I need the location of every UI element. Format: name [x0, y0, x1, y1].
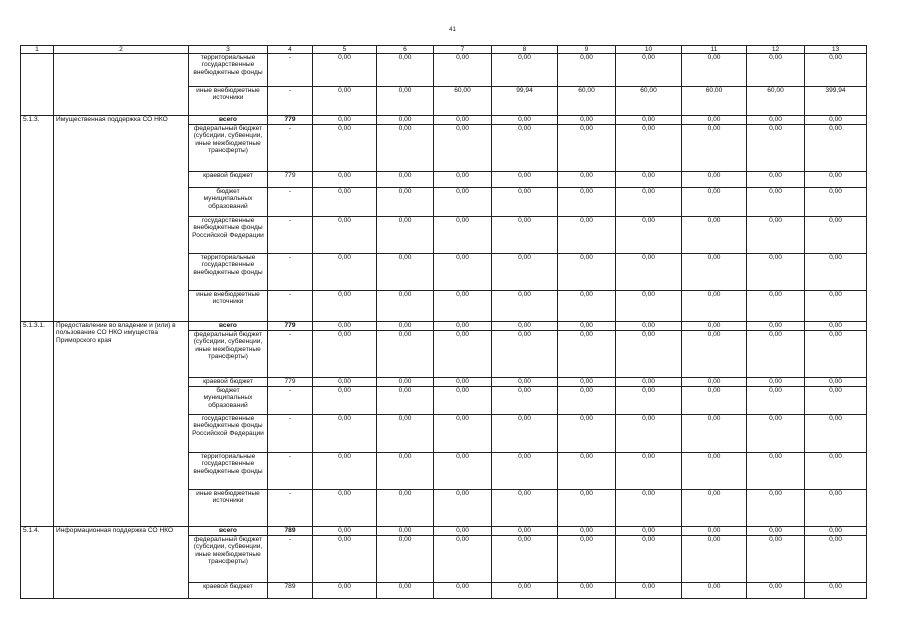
amount-cell: 0,00 [616, 453, 682, 490]
amount-cell: 0,00 [747, 254, 805, 291]
column-header: 11 [682, 46, 747, 54]
amount-cell: 0,00 [434, 387, 492, 415]
funding-source: федеральный бюджет (субсидии, субвенции, иные межбюджетные трансферты) [189, 125, 268, 172]
item-number: 5.1.3. [21, 116, 54, 322]
column-header: 3 [189, 46, 268, 54]
amount-cell: 0,00 [616, 125, 682, 172]
amount-cell: 0,00 [558, 453, 616, 490]
budget-code: 789 [268, 583, 313, 599]
funding-source: территориальные государственные внебюджетные фонды [189, 453, 268, 490]
item-number [21, 54, 54, 116]
funding-source: всего [189, 116, 268, 125]
funding-source: территориальные государственные внебюджетные фонды [189, 54, 268, 87]
amount-cell: 0,00 [682, 125, 747, 172]
amount-cell: 0,00 [805, 415, 867, 453]
amount-cell: 0,00 [558, 291, 616, 322]
amount-cell: 0,00 [377, 583, 434, 599]
amount-cell: 0,00 [377, 415, 434, 453]
amount-cell: 0,00 [682, 536, 747, 583]
funding-source: федеральный бюджет (субсидии, субвенции, иные межбюджетные трансферты) [189, 331, 268, 378]
amount-cell: 0,00 [377, 536, 434, 583]
funding-source: территориальные государственные внебюджетные фонды [189, 254, 268, 291]
amount-cell: 60,00 [558, 87, 616, 116]
column-header: 9 [558, 46, 616, 54]
amount-cell: 0,00 [558, 415, 616, 453]
amount-cell: 0,00 [616, 490, 682, 527]
column-header: 5 [313, 46, 377, 54]
amount-cell: 0,00 [313, 54, 377, 87]
amount-cell: 0,00 [434, 116, 492, 125]
amount-cell: 60,00 [747, 87, 805, 116]
amount-cell: 0,00 [805, 172, 867, 188]
amount-cell: 0,00 [313, 378, 377, 387]
amount-cell: 0,00 [313, 387, 377, 415]
amount-cell: 0,00 [313, 125, 377, 172]
amount-cell: 0,00 [616, 291, 682, 322]
amount-cell: 0,00 [377, 87, 434, 116]
amount-cell: 60,00 [434, 87, 492, 116]
amount-cell: 0,00 [747, 291, 805, 322]
amount-cell: 0,00 [434, 490, 492, 527]
amount-cell: 0,00 [558, 331, 616, 378]
amount-cell: 0,00 [747, 490, 805, 527]
funding-source: бюджет муниципальных образований [189, 387, 268, 415]
amount-cell: 0,00 [313, 291, 377, 322]
amount-cell: 0,00 [616, 172, 682, 188]
amount-cell: 0,00 [682, 583, 747, 599]
amount-cell: 0,00 [805, 54, 867, 87]
amount-cell: 0,00 [434, 322, 492, 331]
amount-cell: 0,00 [492, 378, 558, 387]
amount-cell: 0,00 [558, 125, 616, 172]
amount-cell: 0,00 [377, 217, 434, 254]
table-row [21, 527, 867, 536]
amount-cell: 0,00 [616, 116, 682, 125]
amount-cell: 0,00 [805, 583, 867, 599]
amount-cell: 0,00 [747, 583, 805, 599]
amount-cell: 0,00 [377, 322, 434, 331]
amount-cell: 0,00 [492, 291, 558, 322]
amount-cell: 0,00 [558, 536, 616, 583]
amount-cell: 0,00 [682, 172, 747, 188]
amount-cell: 0,00 [616, 378, 682, 387]
table-row [21, 322, 867, 331]
budget-code: 779 [268, 378, 313, 387]
amount-cell: 0,00 [434, 217, 492, 254]
funding-source: краевой бюджет [189, 378, 268, 387]
amount-cell: 0,00 [682, 331, 747, 378]
amount-cell: 0,00 [377, 387, 434, 415]
item-name: Предоставление во владение и (или) в пользование СО НКО имущества Приморского края [54, 322, 189, 527]
column-header: 2 [54, 46, 189, 54]
amount-cell: 0,00 [434, 527, 492, 536]
amount-cell: 0,00 [747, 116, 805, 125]
amount-cell: 0,00 [805, 217, 867, 254]
amount-cell: 0,00 [492, 54, 558, 87]
amount-cell: 0,00 [313, 527, 377, 536]
funding-source: бюджет муниципальных образований [189, 188, 268, 217]
amount-cell: 0,00 [377, 331, 434, 378]
amount-cell: 0,00 [377, 453, 434, 490]
column-header: 1 [21, 46, 54, 54]
amount-cell: 0,00 [313, 87, 377, 116]
column-header: 13 [805, 46, 867, 54]
funding-source: государственные внебюджетные фонды Российской Федерации [189, 217, 268, 254]
budget-code: 779 [268, 116, 313, 125]
amount-cell: 0,00 [682, 188, 747, 217]
budget-code: - [268, 125, 313, 172]
amount-cell: 0,00 [434, 453, 492, 490]
amount-cell: 0,00 [313, 583, 377, 599]
column-header: 6 [377, 46, 434, 54]
budget-code: - [268, 490, 313, 527]
column-header: 12 [747, 46, 805, 54]
amount-cell: 0,00 [377, 116, 434, 125]
item-number: 5.1.3.1. [21, 322, 54, 527]
amount-cell: 0,00 [682, 453, 747, 490]
amount-cell: 0,00 [313, 490, 377, 527]
amount-cell: 0,00 [377, 527, 434, 536]
amount-cell: 0,00 [492, 172, 558, 188]
budget-code: 789 [268, 527, 313, 536]
amount-cell: 0,00 [313, 116, 377, 125]
item-name: Информационная поддержка СО НКО [54, 527, 189, 599]
funding-source: всего [189, 322, 268, 331]
amount-cell: 0,00 [805, 254, 867, 291]
amount-cell: 0,00 [313, 322, 377, 331]
amount-cell: 0,00 [434, 378, 492, 387]
amount-cell: 0,00 [805, 453, 867, 490]
amount-cell: 0,00 [558, 490, 616, 527]
amount-cell: 0,00 [377, 125, 434, 172]
amount-cell: 0,00 [434, 415, 492, 453]
amount-cell: 0,00 [682, 217, 747, 254]
amount-cell: 0,00 [558, 172, 616, 188]
amount-cell: 0,00 [313, 172, 377, 188]
amount-cell: 0,00 [313, 217, 377, 254]
amount-cell: 0,00 [805, 378, 867, 387]
amount-cell: 399,94 [805, 87, 867, 116]
amount-cell: 0,00 [492, 125, 558, 172]
amount-cell: 0,00 [313, 188, 377, 217]
amount-cell: 0,00 [616, 188, 682, 217]
column-header: 8 [492, 46, 558, 54]
amount-cell: 0,00 [747, 536, 805, 583]
column-header: 7 [434, 46, 492, 54]
amount-cell: 0,00 [377, 378, 434, 387]
amount-cell: 0,00 [805, 527, 867, 536]
amount-cell: 0,00 [492, 536, 558, 583]
column-header: 10 [616, 46, 682, 54]
amount-cell: 0,00 [558, 254, 616, 291]
amount-cell: 0,00 [805, 188, 867, 217]
budget-table [20, 45, 867, 599]
budget-code: - [268, 331, 313, 378]
amount-cell: 0,00 [377, 254, 434, 291]
amount-cell: 0,00 [747, 172, 805, 188]
amount-cell: 0,00 [558, 322, 616, 331]
amount-cell: 0,00 [805, 536, 867, 583]
amount-cell: 0,00 [682, 322, 747, 331]
amount-cell: 0,00 [682, 378, 747, 387]
amount-cell: 0,00 [377, 490, 434, 527]
amount-cell: 0,00 [616, 527, 682, 536]
amount-cell: 0,00 [492, 583, 558, 599]
amount-cell: 0,00 [377, 291, 434, 322]
budget-code: - [268, 536, 313, 583]
amount-cell: 0,00 [492, 331, 558, 378]
amount-cell: 0,00 [747, 322, 805, 331]
amount-cell: 0,00 [558, 387, 616, 415]
funding-source: иные внебюджетные источники [189, 490, 268, 527]
amount-cell: 0,00 [616, 415, 682, 453]
amount-cell: 0,00 [434, 536, 492, 583]
amount-cell: 0,00 [313, 453, 377, 490]
amount-cell: 0,00 [616, 387, 682, 415]
amount-cell: 0,00 [434, 172, 492, 188]
amount-cell: 0,00 [616, 322, 682, 331]
item-number: 5.1.4. [21, 527, 54, 599]
amount-cell: 0,00 [747, 453, 805, 490]
amount-cell: 0,00 [805, 291, 867, 322]
budget-code: - [268, 453, 313, 490]
table-row [21, 54, 867, 87]
budget-code: - [268, 291, 313, 322]
item-name [54, 54, 189, 116]
amount-cell: 0,00 [313, 415, 377, 453]
page-number: 41 [449, 27, 456, 33]
budget-code: - [268, 217, 313, 254]
header-row [21, 46, 867, 54]
amount-cell: 0,00 [805, 387, 867, 415]
amount-cell: 0,00 [616, 217, 682, 254]
amount-cell: 0,00 [492, 116, 558, 125]
funding-source: иные внебюджетные источники [189, 87, 268, 116]
amount-cell: 0,00 [434, 331, 492, 378]
amount-cell: 0,00 [616, 254, 682, 291]
amount-cell: 0,00 [492, 217, 558, 254]
amount-cell: 0,00 [747, 415, 805, 453]
amount-cell: 0,00 [616, 331, 682, 378]
amount-cell: 0,00 [558, 527, 616, 536]
funding-source: федеральный бюджет (субсидии, субвенции, иные межбюджетные трансферты) [189, 536, 268, 583]
amount-cell: 0,00 [805, 490, 867, 527]
table-row [21, 116, 867, 125]
amount-cell: 0,00 [377, 172, 434, 188]
funding-source: краевой бюджет [189, 583, 268, 599]
amount-cell: 0,00 [558, 54, 616, 87]
amount-cell: 0,00 [377, 54, 434, 87]
amount-cell: 0,00 [682, 415, 747, 453]
amount-cell: 0,00 [805, 331, 867, 378]
amount-cell: 0,00 [747, 527, 805, 536]
amount-cell: 0,00 [682, 490, 747, 527]
amount-cell: 0,00 [558, 116, 616, 125]
amount-cell: 60,00 [616, 87, 682, 116]
amount-cell: 0,00 [558, 188, 616, 217]
amount-cell: 0,00 [492, 490, 558, 527]
amount-cell: 0,00 [616, 583, 682, 599]
amount-cell: 0,00 [682, 116, 747, 125]
amount-cell: 99,94 [492, 87, 558, 116]
amount-cell: 0,00 [377, 188, 434, 217]
amount-cell: 60,00 [682, 87, 747, 116]
amount-cell: 0,00 [492, 254, 558, 291]
budget-code: - [268, 188, 313, 217]
amount-cell: 0,00 [558, 217, 616, 254]
funding-source: краевой бюджет [189, 172, 268, 188]
amount-cell: 0,00 [682, 254, 747, 291]
budget-code: - [268, 387, 313, 415]
amount-cell: 0,00 [313, 331, 377, 378]
amount-cell: 0,00 [434, 254, 492, 291]
amount-cell: 0,00 [682, 54, 747, 87]
amount-cell: 0,00 [747, 378, 805, 387]
amount-cell: 0,00 [747, 217, 805, 254]
amount-cell: 0,00 [747, 54, 805, 87]
amount-cell: 0,00 [805, 322, 867, 331]
funding-source: государственные внебюджетные фонды Российской Федерации [189, 415, 268, 453]
amount-cell: 0,00 [492, 188, 558, 217]
amount-cell: 0,00 [558, 378, 616, 387]
amount-cell: 0,00 [492, 415, 558, 453]
item-name: Имущественная поддержка СО НКО [54, 116, 189, 322]
budget-code: 779 [268, 322, 313, 331]
amount-cell: 0,00 [616, 54, 682, 87]
budget-code: 779 [268, 172, 313, 188]
column-header: 4 [268, 46, 313, 54]
budget-code: - [268, 415, 313, 453]
amount-cell: 0,00 [313, 254, 377, 291]
amount-cell: 0,00 [747, 125, 805, 172]
amount-cell: 0,00 [747, 188, 805, 217]
amount-cell: 0,00 [747, 331, 805, 378]
amount-cell: 0,00 [682, 291, 747, 322]
amount-cell: 0,00 [434, 54, 492, 87]
amount-cell: 0,00 [313, 536, 377, 583]
budget-code: - [268, 254, 313, 291]
amount-cell: 0,00 [805, 125, 867, 172]
budget-code: - [268, 54, 313, 87]
amount-cell: 0,00 [616, 536, 682, 583]
amount-cell: 0,00 [492, 387, 558, 415]
amount-cell: 0,00 [434, 291, 492, 322]
amount-cell: 0,00 [682, 527, 747, 536]
amount-cell: 0,00 [492, 527, 558, 536]
amount-cell: 0,00 [747, 387, 805, 415]
amount-cell: 0,00 [492, 322, 558, 331]
amount-cell: 0,00 [682, 387, 747, 415]
budget-code: - [268, 87, 313, 116]
amount-cell: 0,00 [434, 125, 492, 172]
amount-cell: 0,00 [434, 583, 492, 599]
amount-cell: 0,00 [434, 188, 492, 217]
amount-cell: 0,00 [492, 453, 558, 490]
amount-cell: 0,00 [558, 583, 616, 599]
funding-source: всего [189, 527, 268, 536]
funding-source: иные внебюджетные источники [189, 291, 268, 322]
amount-cell: 0,00 [805, 116, 867, 125]
